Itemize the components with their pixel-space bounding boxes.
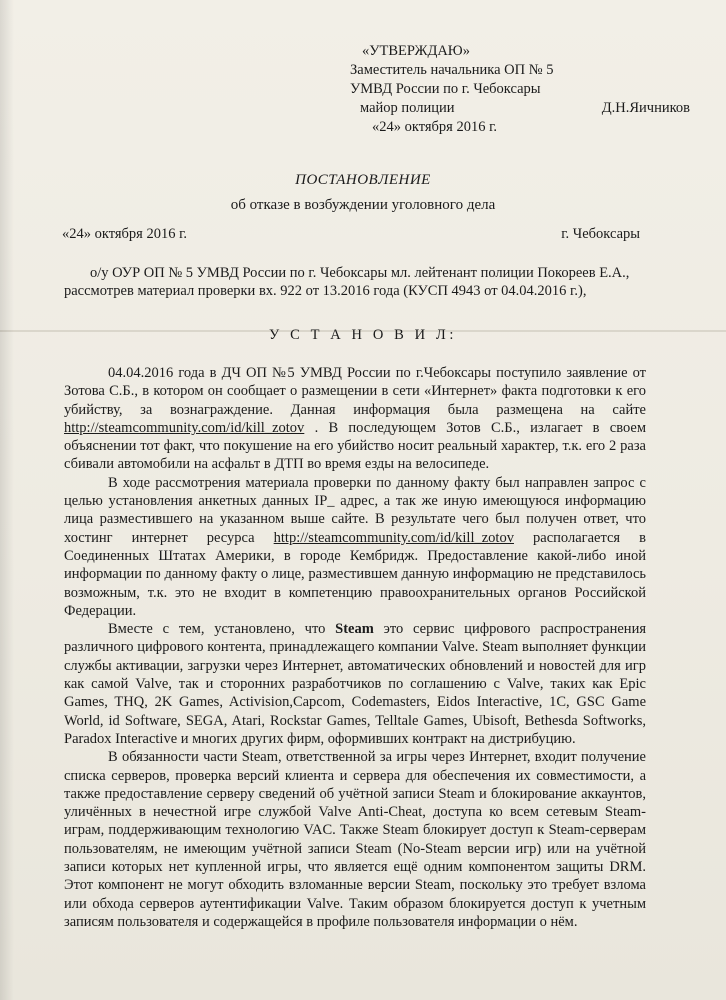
approval-line-rank [350,99,690,118]
intro-block [64,264,644,300]
approval-line-department: УМВД России по г. Чебоксары [350,81,541,97]
paragraph-steam-functions: В обязанности части Steam, ответственной за игры через Интернет, входит получение списка серверов, проверка версий клиента и сервера для обеспечения их совместимости, а также предоставление серверу сведений об учётной записи Steam и блокирование аккаунтов, уличённых в нечестной игре службой Valve Anti-Cheat, доступа ко всем сетевым Steam-играм, поддерживающим технологию VAC. Также Steam блокирует доступ к Steam-серверам пользователям, не имеющим учётной записи Steam (No-Steam версии игр) или на учётной записи которых нет купленной игры, что является ещё одним компонентом защиты DRM. Этот компонент не могут обходить взломанные версии Steam, поскольку это требует взлома или обхода серверов аутентификации Valve. Таким образом блокируется доступ к учетным записям пользователя и содержащейся в профиле пользователя информации о нём. [64,749,646,930]
document-body [64,364,646,931]
document-subtitle: об отказе в возбуждении уголовного дела [230,197,496,213]
document-title: ПОСТАНОВЛЕНИЕ [295,172,431,188]
established-heading: У С Т А Н О В И Л: [268,327,457,343]
document-date: «24» октября 2016 г. [62,226,188,242]
approval-line-approve: «УТВЕРЖДАЮ» [362,43,470,59]
paragraph-text: В ходе рассмотрения материала проверки по данному факту был направлен запрос с целью установления анкетных данных IP_ адрес, а так же иную имеющуюся информацию лица разместившего на указанном выше сайте. В результате чего был получен ответ, что хостинг интернет ресурса [64,474,646,546]
paragraph-text: . В последующем Зотов С.Б., излагает в своем объяснении тот факт, что покушение на его убийство носит реальный характер, т.к. его 2 раза сбивали автомобили на асфальт в ДТП во время езды на велосипеде. [64,419,646,473]
paragraph-complaint [64,364,646,474]
approval-date: «24» октября 2016 г. [372,119,498,135]
paragraph-steam-description [64,620,646,748]
intro-line-officer: о/у ОУР ОП № 5 УМВД России по г. Чебоксары мл. лейтенант полиции Покореев Е.А., [90,265,630,281]
paragraph-investigation [64,474,646,620]
steam-profile-link[interactable]: http://steamcommunity.com/id/kill_zotov [273,529,514,546]
paragraph-text: располагается в Соединенных Штатах Америки, в городе Кембридж. Предоставление какой-либо иной информации по данному факту о лице, разместившем данную информацию не представилось возможным, т.к. это не входит в компетенцию правоохранительных органов Российской Федерации. [64,529,646,619]
approval-line-position: Заместитель начальника ОП № 5 [350,62,554,78]
document-city: г. Чебоксары [561,226,640,242]
approval-block [350,42,690,137]
paragraph-text: 04.04.2016 года в ДЧ ОП №5 УМВД России по г.Чебоксары поступило заявление от Зотова С.Б., в котором он сообщает о размещении в сети «Интернет» факта подготовки к его убийству, за вознаграждение. Данная информация была размещена на сайте [64,365,646,418]
steam-profile-link[interactable]: http://steamcommunity.com/id/kill_zotov [64,419,305,436]
steam-term: Steam [335,621,374,638]
approval-rank: майор полиции [360,100,455,116]
approval-signatory: Д.Н.Яичников [601,100,690,116]
date-place-line [62,226,640,243]
intro-line-material: рассмотрев материал проверки вх. 922 от 13.2016 года (КУСП 4943 от 04.04.2016 г.), [64,283,587,299]
paragraph-text: это сервис цифрового распространения различного цифрового контента, принадлежащего компании Valve. Steam выполняет функции службы активации, загрузки через Интернет, автоматических обновлений и новостей для игр как самой Valve, так и сторонних разработчиков по соглашению с Valve, таких как Epic Games, THQ, 2K Games, Activision,Capcom, Codemasters, Eidos Interactive, 1C, GSC Game World, id Software, SEGA, Atari, Rockstar Games, Telltale Games, Ubisoft, Bethesda Softworks, Paradox Interactive и многих других фирм, оформивших контракт на дистрибуцию. [64,621,646,747]
paragraph-text: Вместе с тем, установлено, что [108,621,336,638]
